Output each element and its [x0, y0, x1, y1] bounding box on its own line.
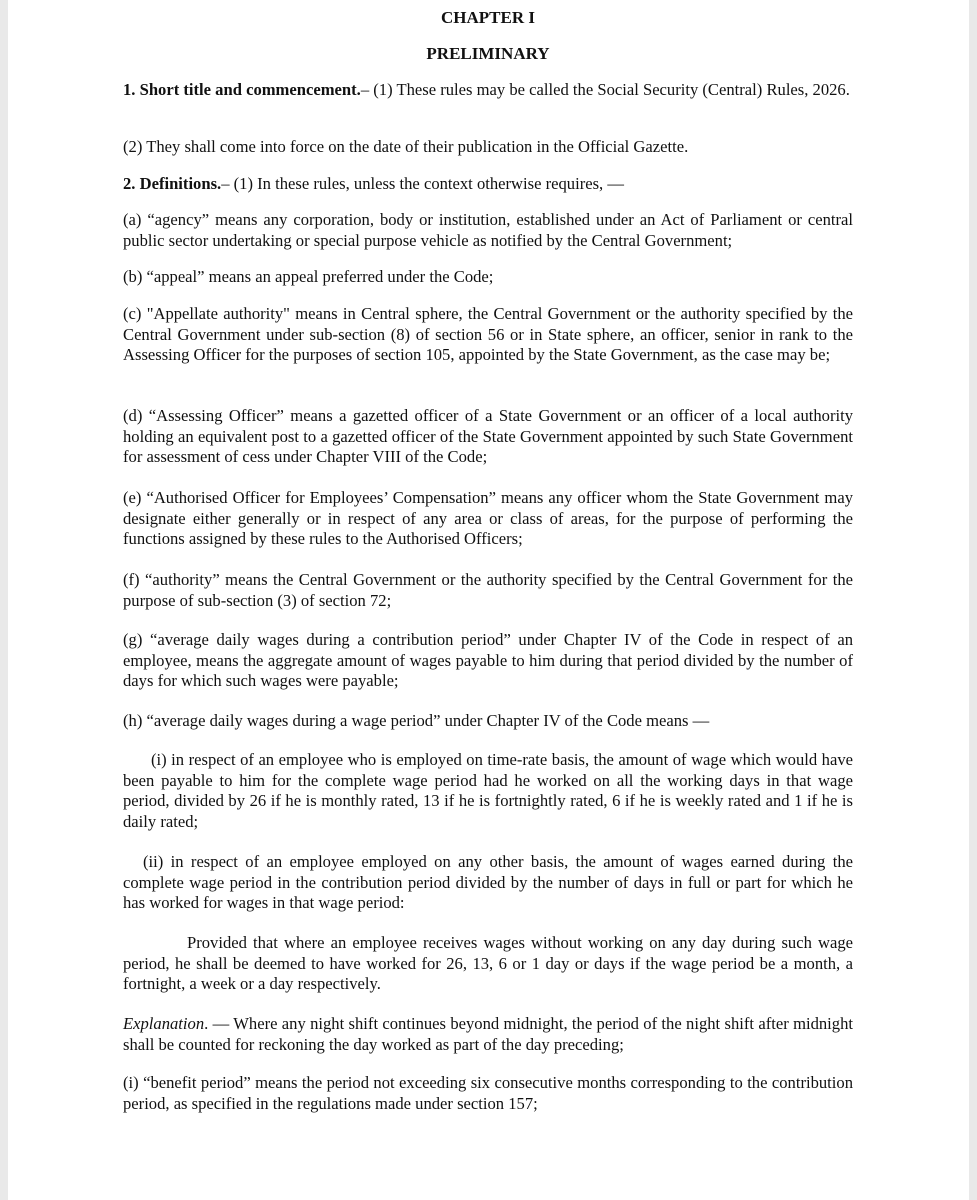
explanation-paragraph — [123, 1014, 853, 1055]
rule-1-heading: 1. Short title and commencement. — [123, 80, 361, 99]
rule-1-text: – (1) These rules may be called the Social Security (Central) Rules, 2026. — [360, 80, 850, 99]
definition-h: (h) “average daily wages during a wage period” under Chapter IV of the Code means — — [123, 711, 710, 730]
explanation-label: Explanation — [123, 1014, 205, 1033]
rule-2-text: – (1) In these rules, unless the context otherwise requires, — — [221, 174, 624, 193]
document-page — [8, 0, 969, 1200]
definition-c: (c) "Appellate authority" means in Central sphere, the Central Government or the authority specified by the Central Government under sub-section (8) of section 56 or in State sphere, an officer, senior in rank to the Assessing Officer for the purposes of section 105, appointed by the State Government, as the case may be; — [123, 304, 853, 364]
definition-h-clause-ii: (ii) in respect of an employee employed on any other basis, the amount of wages earned during the complete wage period in the contribution period divided by the number of days in full or part for which he has worked for wages in that wage period: — [123, 852, 853, 912]
rule-2-heading: 2. Definitions. — [123, 174, 222, 193]
definition-f: (f) “authority” means the Central Government or the authority specified by the Central Government for the purpose of sub-section (3) of section 72; — [123, 570, 853, 610]
rule-1-subclause-2: (2) They shall come into force on the date of their publication in the Official Gazette. — [123, 137, 689, 156]
chapter-title: CHAPTER I — [441, 8, 535, 27]
rule-2-paragraph — [123, 174, 853, 195]
definition-g: (g) “average daily wages during a contribution period” under Chapter IV of the Code in respect of an employee, means the aggregate amount of wages payable to him during that period divided by the number of days for which such wages were payable; — [123, 630, 853, 690]
definition-h-clause-i: (i) in respect of an employee who is employed on time-rate basis, the amount of wage which would have been payable to him for the complete wage period had he worked on all the working days in that wage period, divided by 26 if he is monthly rated, 13 if he is fortnightly rated, 6 if he is weekly rated and 1 if he is daily rated; — [123, 750, 853, 831]
definition-e: (e) “Authorised Officer for Employees’ Compensation” means any officer whom the State Government may designate either generally or in respect of any area or class of areas, for the purpose of performing the functions assigned by these rules to the Authorised Officers; — [123, 488, 853, 548]
proviso-paragraph: Provided that where an employee receives wages without working on any day during such wage period, he shall be deemed to have worked for 26, 13, 6 or 1 day or days if the wage period be a month, a fortnight, a week or a day respectively. — [123, 933, 853, 993]
definition-b: (b) “appeal” means an appeal preferred under the Code; — [123, 267, 494, 286]
explanation-text: . — Where any night shift continues beyond midnight, the period of the night shift after midnight shall be counted for reckoning the day worked as part of the day preceding; — [123, 1014, 853, 1054]
definition-a: (a) “agency” means any corporation, body or institution, established under an Act of Parliament or central public sector undertaking or special purpose vehicle as notified by the Central Government; — [123, 210, 853, 250]
chapter-subtitle: PRELIMINARY — [426, 44, 550, 63]
rule-1-paragraph — [123, 80, 853, 101]
definition-i: (i) “benefit period” means the period not exceeding six consecutive months corresponding to the contribution period, as specified in the regulations made under section 157; — [123, 1073, 853, 1113]
definition-d: (d) “Assessing Officer” means a gazetted officer of a State Government or an officer of a local authority holding an equivalent post to a gazetted officer of the State Government appointed by such State Government for assessment of cess under Chapter VIII of the Code; — [123, 406, 853, 466]
